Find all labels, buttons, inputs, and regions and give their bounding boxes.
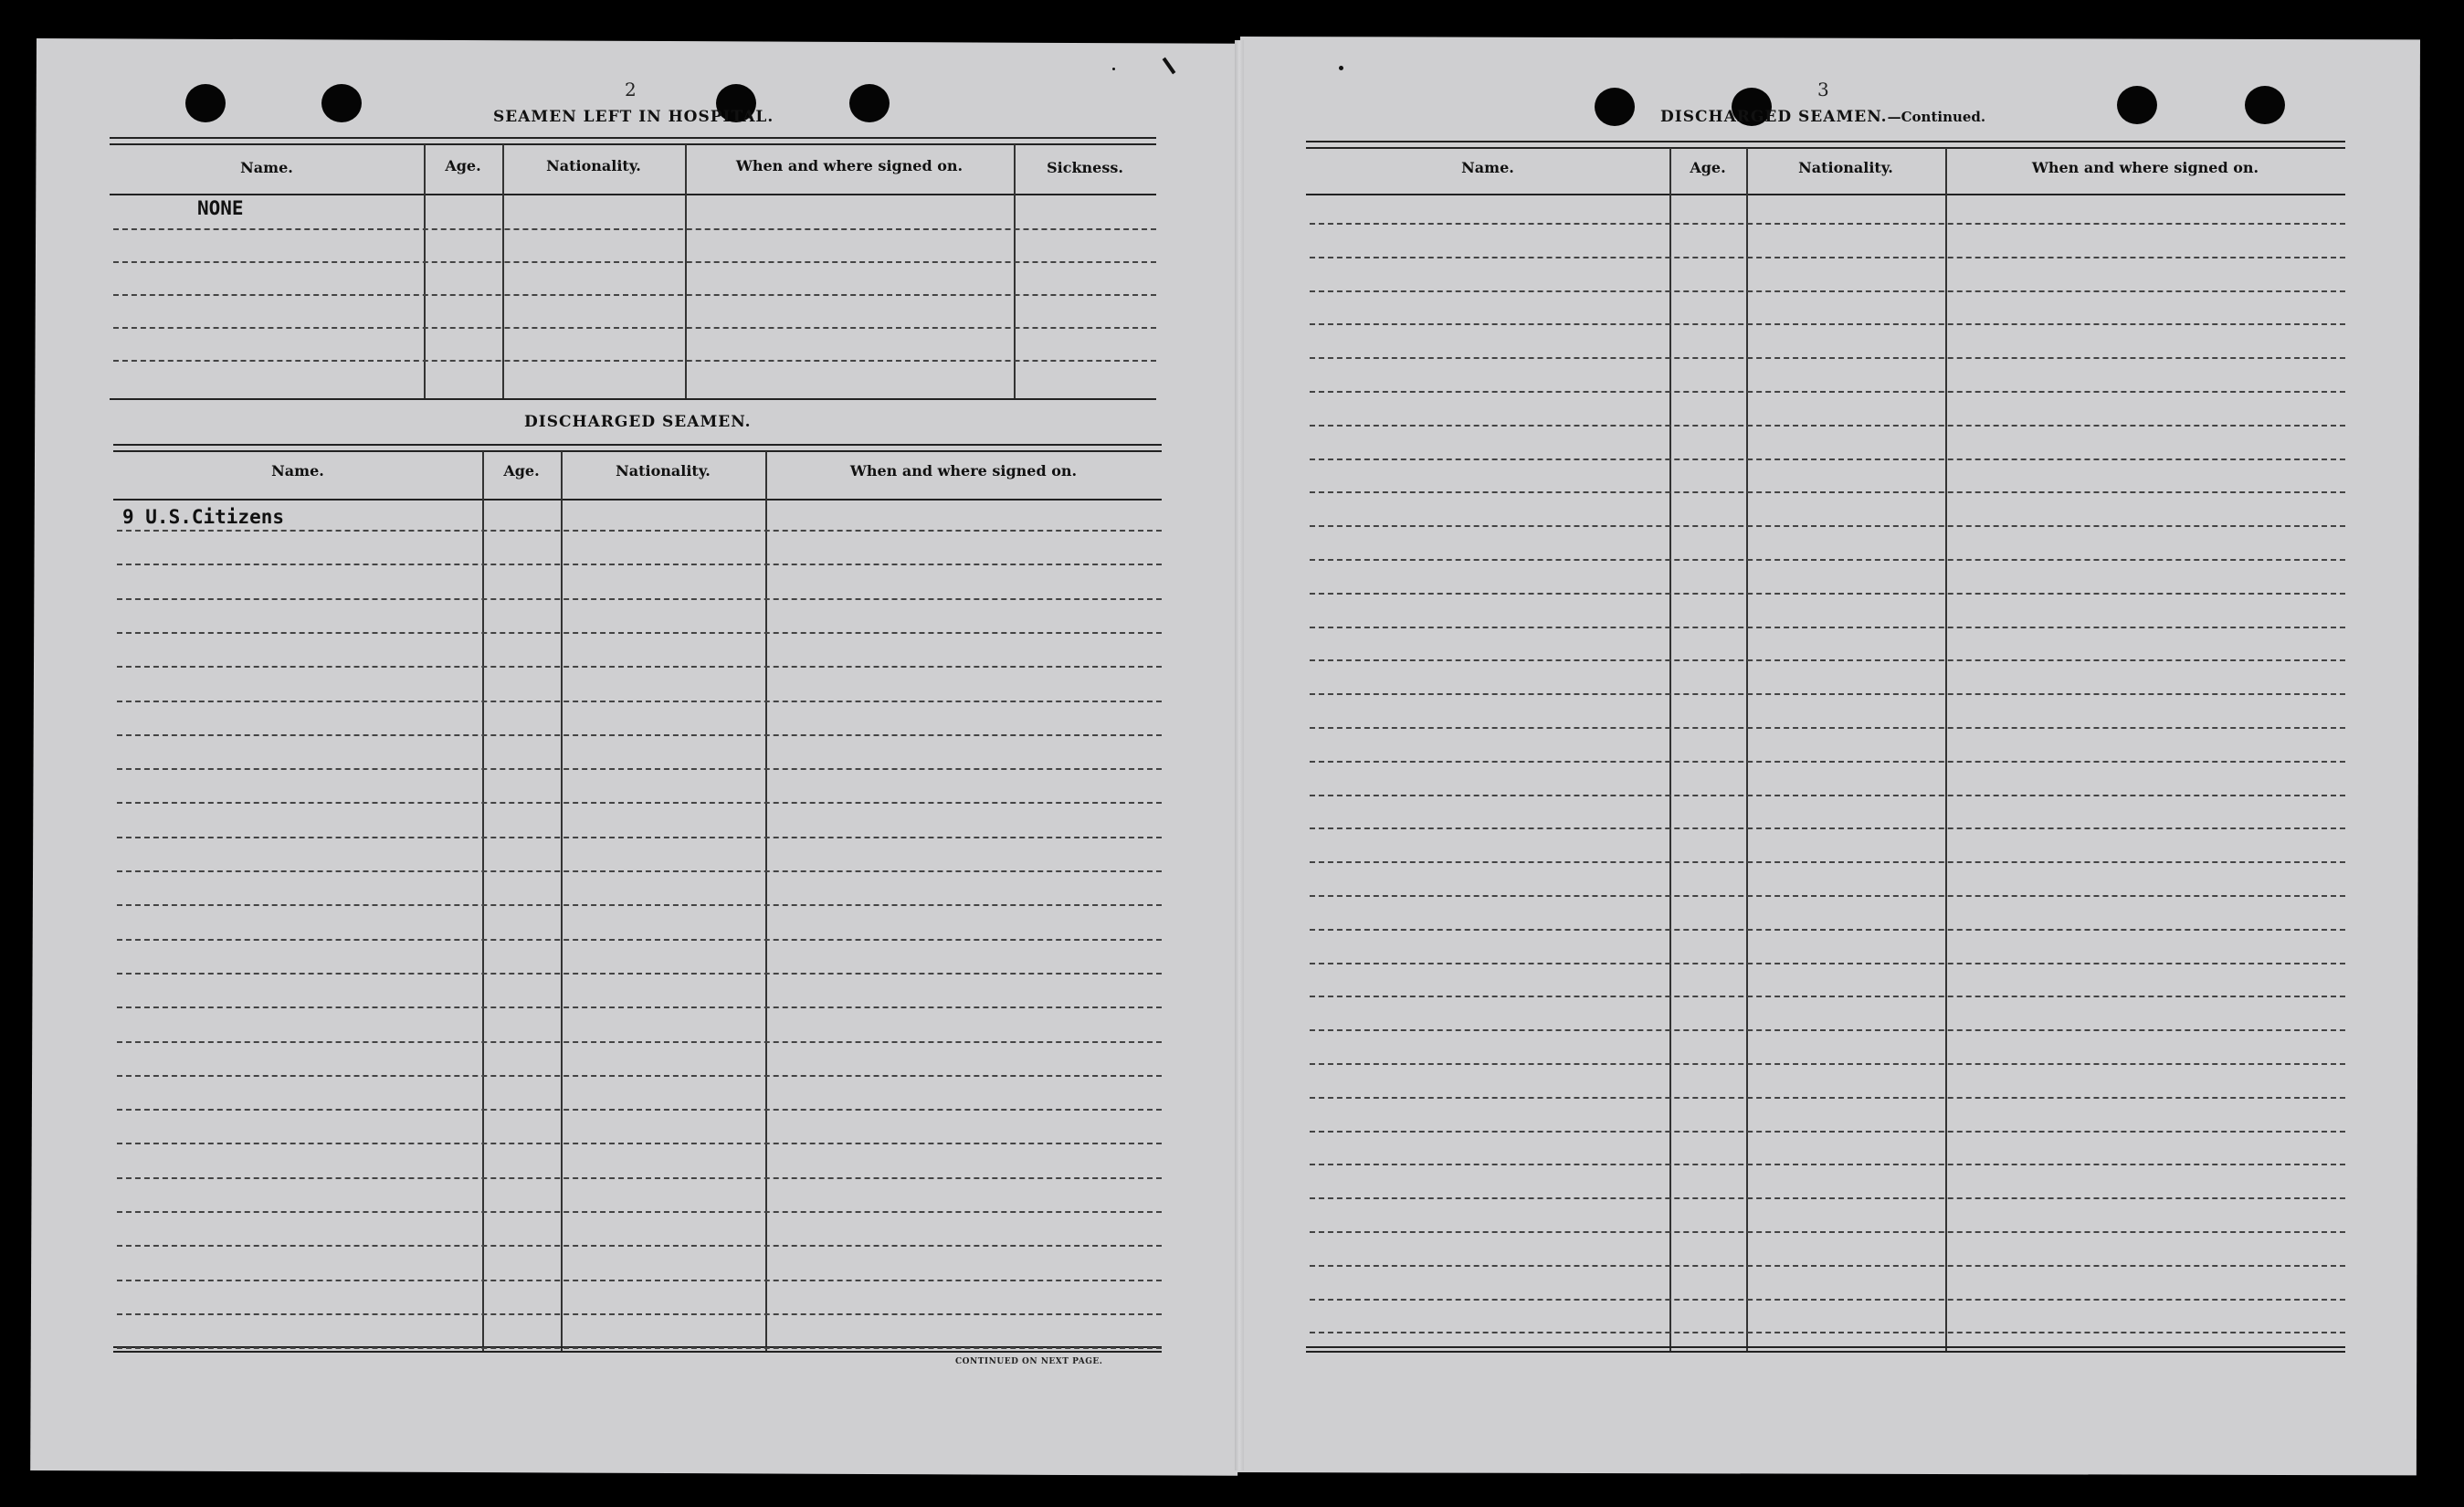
title-main: DISCHARGED SEAMEN. (1660, 108, 1888, 126)
ruled-line (1310, 559, 2345, 561)
column-divider (1945, 148, 1947, 1352)
ruled-line (1310, 627, 2345, 628)
bottom-rule (113, 1351, 1162, 1353)
punch-hole (849, 84, 890, 122)
bottom-rule (1306, 1351, 2345, 1353)
section-title-discharged-continued (1660, 108, 1985, 126)
ruled-line (113, 228, 1156, 230)
ink-mark (1112, 68, 1115, 70)
ruled-line (117, 1177, 1162, 1179)
column-header-nationality: Nationality. (546, 157, 641, 174)
ruled-line (117, 1006, 1162, 1008)
ruled-line (1310, 491, 2345, 493)
ruled-line (113, 327, 1156, 329)
ruled-line (117, 1347, 1162, 1349)
ruled-line (1310, 1197, 2345, 1199)
punch-hole (321, 84, 362, 122)
punch-hole (1595, 88, 1635, 126)
column-header-sickness: Sickness. (1047, 159, 1123, 176)
column-divider (1746, 148, 1748, 1352)
ruled-line (1310, 1131, 2345, 1133)
ruled-line (1310, 223, 2345, 225)
ruled-line (1310, 257, 2345, 258)
column-header-age: Age. (1690, 159, 1726, 176)
column-header-name: Name. (1461, 159, 1514, 176)
ruled-line (117, 598, 1162, 600)
column-divider (765, 451, 767, 1352)
ruled-line (1310, 929, 2345, 931)
ruled-line (1310, 895, 2345, 897)
ruled-line (117, 870, 1162, 872)
table-top-rule (110, 143, 1156, 145)
bottom-rule (1306, 1346, 2345, 1348)
ruled-line (1310, 1231, 2345, 1233)
column-divider (482, 451, 484, 1352)
page-number: 3 (1817, 79, 1829, 100)
ruled-line (117, 1280, 1162, 1281)
ruled-line (1310, 1332, 2345, 1333)
column-header-name: Name. (240, 159, 293, 176)
column-divider (1014, 144, 1016, 400)
ruled-line (1310, 1299, 2345, 1301)
ruled-line (117, 701, 1162, 702)
ruled-line (1310, 659, 2345, 661)
ruled-line (1310, 425, 2345, 427)
ruled-line (1310, 861, 2345, 863)
column-divider (561, 451, 563, 1352)
column-divider (424, 144, 426, 400)
ruled-line (1310, 996, 2345, 997)
ruled-line (117, 904, 1162, 906)
ruled-line (117, 1075, 1162, 1077)
header-rule (113, 499, 1162, 501)
ruled-line (1310, 1265, 2345, 1267)
discharged-table (113, 444, 1162, 1352)
ruled-line (1310, 593, 2345, 595)
page-fold (1235, 40, 1244, 1470)
column-header-signed-on: When and where signed on. (849, 462, 1078, 480)
table-top-rule (113, 450, 1162, 452)
ruled-line (1310, 391, 2345, 393)
title-continued: —Continued. (1887, 109, 1986, 125)
discharged-continued-table (1306, 141, 2345, 1352)
ruled-line (117, 1245, 1162, 1247)
column-header-name: Name. (271, 462, 324, 480)
ruled-line (117, 1041, 1162, 1043)
ruled-line (1310, 458, 2345, 460)
ruled-line (117, 666, 1162, 668)
ruled-line (113, 360, 1156, 362)
page-number: 2 (625, 79, 637, 100)
continued-note: CONTINUED ON NEXT PAGE. (955, 1357, 1103, 1366)
ruled-line (117, 1143, 1162, 1144)
ruled-line (1310, 761, 2345, 763)
section-title-discharged: DISCHARGED SEAMEN. (524, 413, 752, 431)
punch-hole (185, 84, 226, 122)
ruled-line (117, 734, 1162, 736)
ruled-line (117, 802, 1162, 804)
ruled-line (113, 294, 1156, 296)
ruled-line (117, 973, 1162, 975)
column-header-signed-on: When and where signed on. (2031, 159, 2259, 176)
table-top-rule (113, 444, 1162, 446)
ruled-line (1310, 727, 2345, 729)
ruled-line (1310, 1164, 2345, 1165)
ruled-line (1310, 525, 2345, 527)
section-title-hospital: SEAMEN LEFT IN HOSPITAL. (493, 108, 774, 126)
column-header-signed-on: When and where signed on. (735, 157, 963, 174)
column-divider (1669, 148, 1671, 1352)
ruled-line (1310, 1063, 2345, 1065)
ruled-line (117, 1211, 1162, 1213)
ruled-line (1310, 963, 2345, 964)
column-divider (685, 144, 687, 400)
ink-mark (1339, 66, 1343, 70)
bottom-rule (110, 398, 1156, 400)
punch-hole (2117, 86, 2157, 124)
column-header-nationality: Nationality. (1798, 159, 1893, 176)
column-header-age: Age. (503, 462, 540, 480)
ruled-line (117, 1313, 1162, 1315)
ruled-line (1310, 357, 2345, 359)
table-top-rule (1306, 147, 2345, 149)
table-top-rule (110, 137, 1156, 139)
table-top-rule (1306, 141, 2345, 142)
punch-hole (2245, 86, 2285, 124)
ruled-line (117, 564, 1162, 565)
ruled-line (117, 837, 1162, 838)
ruled-line (1310, 795, 2345, 796)
header-rule (110, 194, 1156, 195)
header-rule (1306, 194, 2345, 195)
discharged-entry: 9 U.S.Citizens (122, 506, 285, 528)
ruled-line (117, 768, 1162, 770)
ruled-line (113, 261, 1156, 263)
ruled-line (1310, 1029, 2345, 1031)
ruled-line (117, 939, 1162, 941)
ruled-line (1310, 290, 2345, 292)
ruled-line (1310, 323, 2345, 325)
ruled-line (117, 632, 1162, 634)
hospital-entry: NONE (197, 197, 244, 219)
hospital-table (110, 137, 1156, 400)
column-header-nationality: Nationality. (616, 462, 711, 480)
ruled-line (1310, 827, 2345, 829)
column-divider (502, 144, 504, 400)
ruled-line (1310, 693, 2345, 695)
column-header-age: Age. (445, 157, 481, 174)
ruled-line (1310, 1097, 2345, 1099)
ruled-line (117, 530, 1162, 532)
ruled-line (117, 1109, 1162, 1111)
